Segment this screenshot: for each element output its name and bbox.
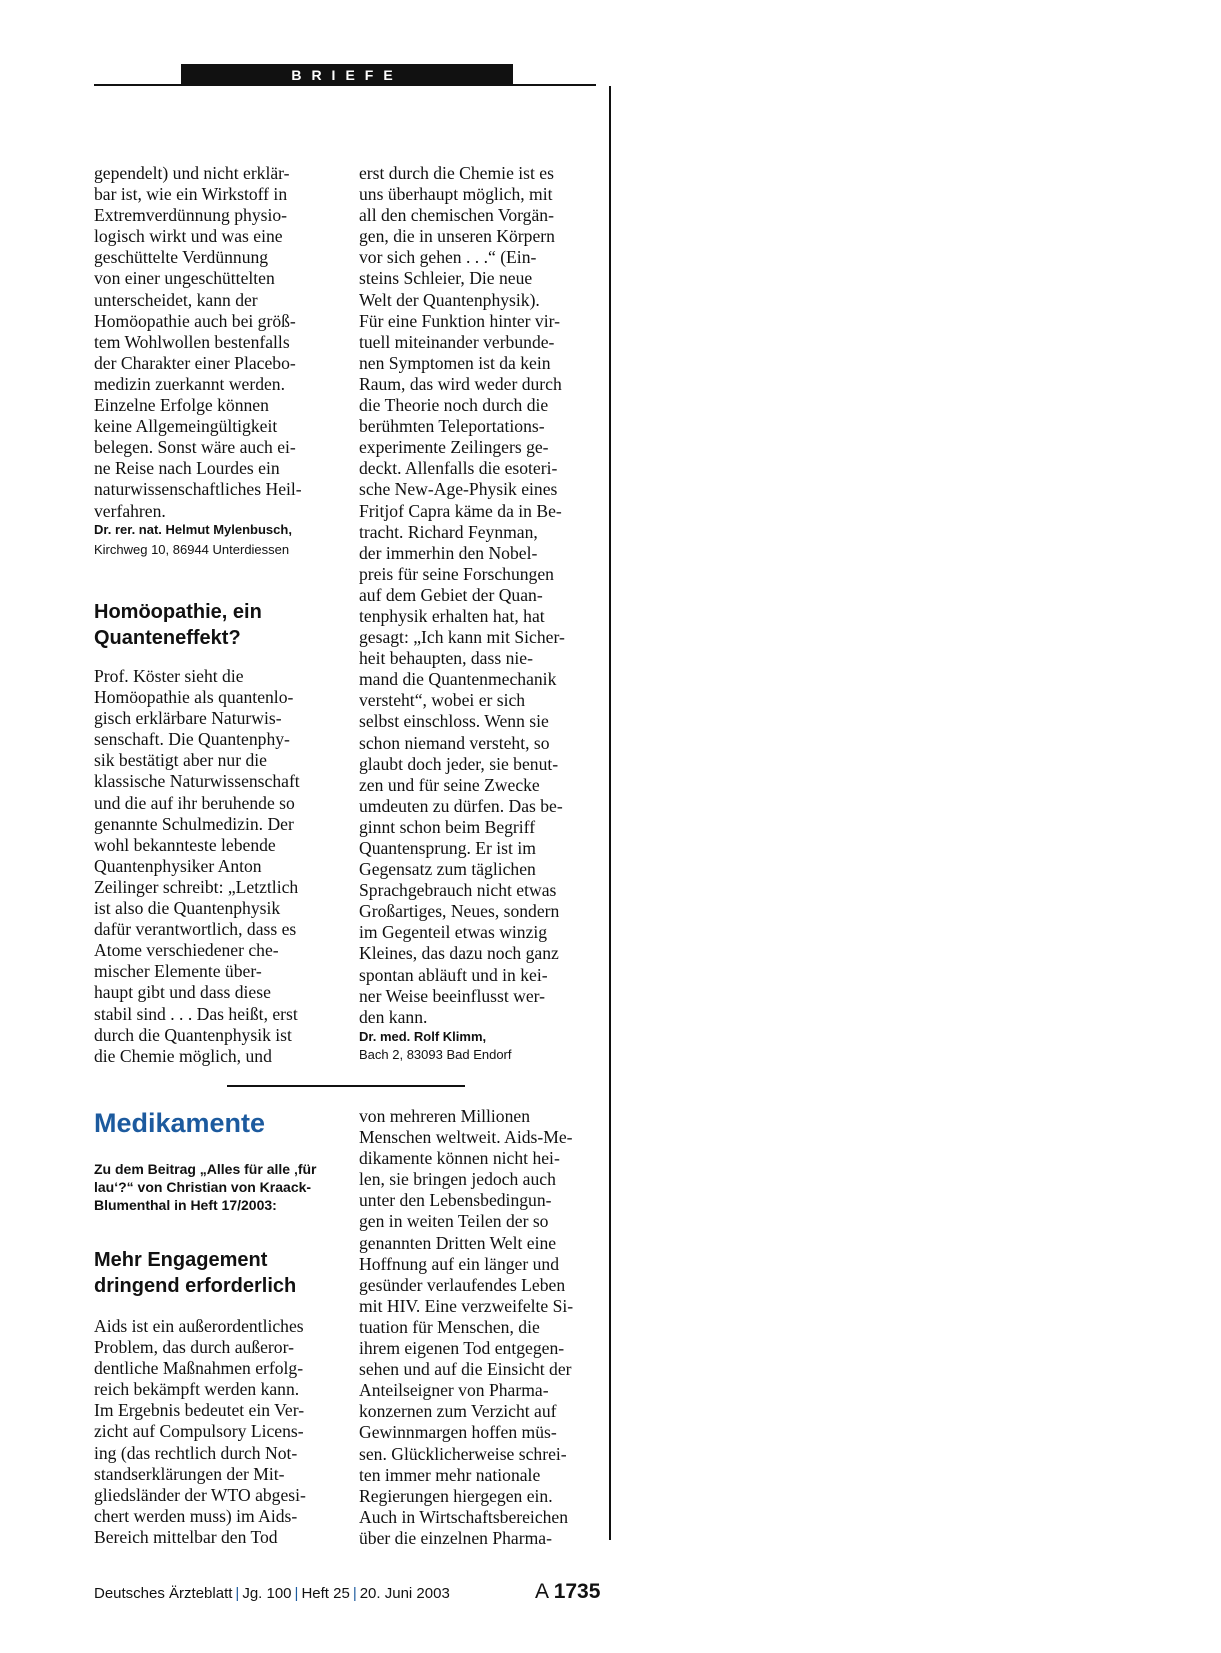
text-line: Homöopathie auch bei größ-: [94, 310, 296, 331]
text-line: tuation für Menschen, die: [359, 1316, 540, 1337]
text-line: deckt. Allenfalls die esoteri-: [359, 458, 558, 479]
text-line: schon niemand versteht, so: [359, 732, 550, 753]
text-line: Homöopathie, ein: [94, 601, 262, 623]
section2-body-col2: [359, 1106, 573, 1549]
text-line: der immerhin den Nobel-: [359, 542, 538, 563]
page-number-value: 1735: [553, 1580, 601, 1603]
text-line: ing (das rechtlich durch Not-: [94, 1442, 298, 1463]
text-line: len, sie bringen jedoch auch: [359, 1169, 556, 1190]
text-line: Gegensatz zum täglichen: [359, 859, 536, 880]
text-line: Auch in Wirtschaftsbereichen: [359, 1506, 569, 1527]
letter1-body: [94, 163, 302, 522]
text-line: experimente Zeilingers ge-: [359, 437, 549, 458]
text-line: sik bestätigt aber nur die: [94, 750, 267, 771]
text-line: und die auf ihr beruhende so: [94, 792, 295, 813]
text-line: die Chemie möglich, und: [94, 1045, 272, 1066]
text-line: Sprachgebrauch nicht etwas: [359, 880, 557, 901]
text-line: sen. Glücklicherweise schrei-: [359, 1443, 567, 1464]
text-line: Für eine Funktion hinter vir-: [359, 310, 560, 331]
text-line: ne Reise nach Lourdes ein: [94, 458, 280, 479]
letter2-body-col2: [359, 163, 565, 1028]
text-line: Prof. Köster sieht die: [94, 666, 244, 686]
text-line: bar ist, wie ein Wirkstoff in: [94, 184, 288, 205]
text-line: Homöopathie als quantenlo-: [94, 687, 294, 708]
text-line: umdeuten zu dürfen. Das be-: [359, 795, 563, 816]
text-line: zen und für seine Zwecke: [359, 774, 540, 795]
text-line: klassische Naturwissenschaft: [94, 771, 300, 792]
text-line: Welt der Quantenphysik).: [359, 289, 540, 310]
text-line: Gewinnmargen hoffen müs-: [359, 1422, 557, 1443]
text-line: heit behaupten, dass nie-: [359, 648, 533, 669]
text-line: belegen. Sonst wäre auch ei-: [94, 437, 296, 458]
text-line: Einzelne Erfolge können: [94, 395, 269, 416]
text-line: chert werden muss) im Aids-: [94, 1505, 298, 1526]
text-line: Hoffnung auf ein länger und: [359, 1253, 559, 1274]
column-rule-vertical: [609, 86, 611, 1540]
text-line: Atome verschiedener che-: [94, 940, 279, 961]
text-line: gisch erklärbare Naturwis-: [94, 708, 282, 729]
text-line: uns überhaupt möglich, mit: [359, 184, 553, 205]
text-line: versteht“, wobei er sich: [359, 690, 526, 711]
text-line: Bereich mittelbar den Tod: [94, 1526, 278, 1547]
text-line: genannte Schulmedizin. Der: [94, 813, 294, 834]
footer-volume: Jg. 100: [242, 1585, 292, 1602]
text-line: Kleines, das dazu noch ganz: [359, 943, 559, 964]
footer-date: 20. Juni 2003: [359, 1585, 450, 1602]
text-line: gen, die in unseren Körpern: [359, 226, 555, 247]
text-line: Menschen weltweit. Aids-Me-: [359, 1127, 573, 1148]
text-line: die Theorie noch durch die: [359, 395, 549, 416]
section-header: BRIEFE: [181, 64, 513, 86]
page-prefix: A: [535, 1580, 548, 1603]
text-line: berühmten Teleportations-: [359, 416, 545, 437]
text-line: sehen und auf die Einsicht der: [359, 1359, 572, 1380]
text-line: Extremverdünnung physio-: [94, 205, 288, 226]
text-line: reich bekämpft werden kann.: [94, 1379, 300, 1400]
letter1-signature-name: Dr. rer. nat. Helmut Mylenbusch,: [94, 522, 292, 537]
letter2-signature-address: Bach 2, 83093 Bad Endorf: [359, 1047, 512, 1062]
text-line: Quantenphysiker Anton: [94, 855, 262, 876]
text-line: von einer ungeschüttelten: [94, 268, 275, 289]
letter1-signature-address: Kirchweg 10, 86944 Unterdiessen: [94, 542, 290, 557]
text-line: erst durch die Chemie ist es: [359, 163, 554, 183]
page-number: [535, 1579, 600, 1605]
text-line: haupt gibt und dass diese: [94, 982, 271, 1003]
text-line: vor sich gehen . . .“ (Ein-: [359, 247, 537, 268]
text-line: gependelt) und nicht erklär-: [94, 163, 290, 183]
text-line: ihrem eigenen Tod entgegen-: [359, 1338, 565, 1359]
text-line: tuell miteinander verbunde-: [359, 331, 555, 352]
footer-separator: |: [235, 1585, 240, 1602]
text-line: unter den Lebensbedingun-: [359, 1190, 552, 1211]
text-line: tracht. Richard Feynman,: [359, 521, 538, 542]
text-line: Zeilinger schreibt: „Letztlich: [94, 876, 299, 897]
text-line: geschüttelte Verdünnung: [94, 247, 269, 268]
text-line: ner Weise beeinflusst wer-: [359, 985, 545, 1006]
text-line: tenphysik erhalten hat, hat: [359, 605, 545, 626]
text-line: glaubt doch jeder, sie benut-: [359, 753, 559, 774]
text-line: im Gegenteil etwas winzig: [359, 922, 548, 943]
text-line: Aids ist ein außerordentliches: [94, 1316, 304, 1336]
text-line: gliedsländer der WTO abgesi-: [94, 1484, 306, 1505]
text-line: ginnt schon beim Begriff: [359, 816, 536, 837]
text-line: Fritjof Capra käme da in Be-: [359, 500, 562, 521]
footer-separator: |: [352, 1585, 357, 1602]
text-line: preis für seine Forschungen: [359, 563, 554, 584]
text-line: nen Symptomen ist da kein: [359, 352, 551, 373]
text-line: logisch wirkt und was eine: [94, 226, 283, 247]
section-divider: [227, 1085, 465, 1087]
text-line: der Charakter einer Placebo-: [94, 352, 296, 373]
text-line: Blumenthal in Heft 17/2003:: [94, 1197, 277, 1213]
text-line: Regierungen hiergegen ein.: [359, 1485, 553, 1506]
text-line: naturwissenschaftliches Heil-: [94, 479, 302, 500]
text-line: Großartiges, Neues, sondern: [359, 901, 560, 922]
text-line: Anteilseigner von Pharma-: [359, 1380, 549, 1401]
text-line: dentliche Maßnahmen erfolg-: [94, 1358, 304, 1379]
letter2-body-col1: [94, 666, 300, 1067]
text-line: Mehr Engagement: [94, 1249, 268, 1271]
text-line: auf dem Gebiet der Quan-: [359, 584, 543, 605]
footer-separator: |: [294, 1585, 299, 1602]
text-line: keine Allgemeingültigkeit: [94, 416, 278, 437]
text-line: konzernen zum Verzicht auf: [359, 1401, 557, 1422]
text-line: gesagt: „Ich kann mit Sicher-: [359, 627, 565, 648]
text-line: Raum, das wird weder durch: [359, 373, 562, 394]
letter2-signature-name: Dr. med. Rolf Klimm,: [359, 1029, 487, 1044]
text-line: verfahren.: [94, 500, 166, 521]
text-line: Quantensprung. Er ist im: [359, 838, 536, 858]
text-line: wohl bekannteste lebende: [94, 834, 276, 855]
text-line: senschaft. Die Quantenphy-: [94, 729, 290, 750]
text-line: durch die Quantenphysik ist: [94, 1024, 292, 1045]
text-line: von mehreren Millionen: [359, 1106, 531, 1126]
text-line: genannten Dritten Welt eine: [359, 1232, 557, 1253]
text-line: selbst einschloss. Wenn sie: [359, 711, 549, 732]
text-line: gen in weiten Teilen der so: [359, 1211, 549, 1232]
text-line: ist also die Quantenphysik: [94, 898, 281, 919]
text-line: dikamente können nicht hei-: [359, 1148, 560, 1169]
text-line: spontan abläuft und in kei-: [359, 964, 548, 985]
section2-intro: [94, 1160, 317, 1214]
text-line: mand die Quantenmechanik: [359, 669, 557, 690]
text-line: Im Ergebnis bedeutet ein Ver-: [94, 1400, 305, 1421]
text-line: stabil sind . . . Das heißt, erst: [94, 1003, 298, 1024]
text-line: über die einzelnen Pharma-: [359, 1527, 552, 1548]
footer-journal: Deutsches Ärzteblatt: [94, 1585, 233, 1602]
footer-citation: [94, 1583, 450, 1605]
section2-body-col1: [94, 1316, 306, 1548]
text-line: all den chemischen Vorgän-: [359, 205, 554, 226]
text-line: mit HIV. Eine verzweifelte Si-: [359, 1295, 574, 1316]
text-line: gesünder verlaufendes Leben: [359, 1274, 566, 1295]
text-line: dafür verantwortlich, dass es: [94, 919, 297, 940]
section2-headline: [94, 1247, 296, 1299]
text-line: standserklärungen der Mit-: [94, 1463, 285, 1484]
text-line: sche New-Age-Physik eines: [359, 479, 558, 500]
text-line: Problem, das durch außeror-: [94, 1337, 294, 1358]
text-line: Quanteneffekt?: [94, 627, 241, 649]
footer-issue: Heft 25: [301, 1585, 350, 1602]
text-line: medizin zuerkannt werden.: [94, 373, 286, 394]
section-title-medikamente: Medikamente: [94, 1108, 266, 1138]
text-line: zicht auf Compulsory Licens-: [94, 1421, 304, 1442]
text-line: tem Wohlwollen bestenfalls: [94, 331, 290, 352]
text-line: steins Schleier, Die neue: [359, 268, 533, 289]
text-line: unterscheidet, kann der: [94, 289, 258, 310]
text-line: Zu dem Beitrag „Alles für alle ‚für: [94, 1161, 317, 1177]
text-line: dringend erforderlich: [94, 1275, 297, 1297]
text-line: ten immer mehr nationale: [359, 1464, 541, 1485]
text-line: lau‘?“ von Christian von Kraack-: [94, 1179, 312, 1195]
text-line: mischer Elemente über-: [94, 961, 262, 982]
text-line: den kann.: [359, 1006, 428, 1027]
letter2-headline: [94, 599, 262, 651]
